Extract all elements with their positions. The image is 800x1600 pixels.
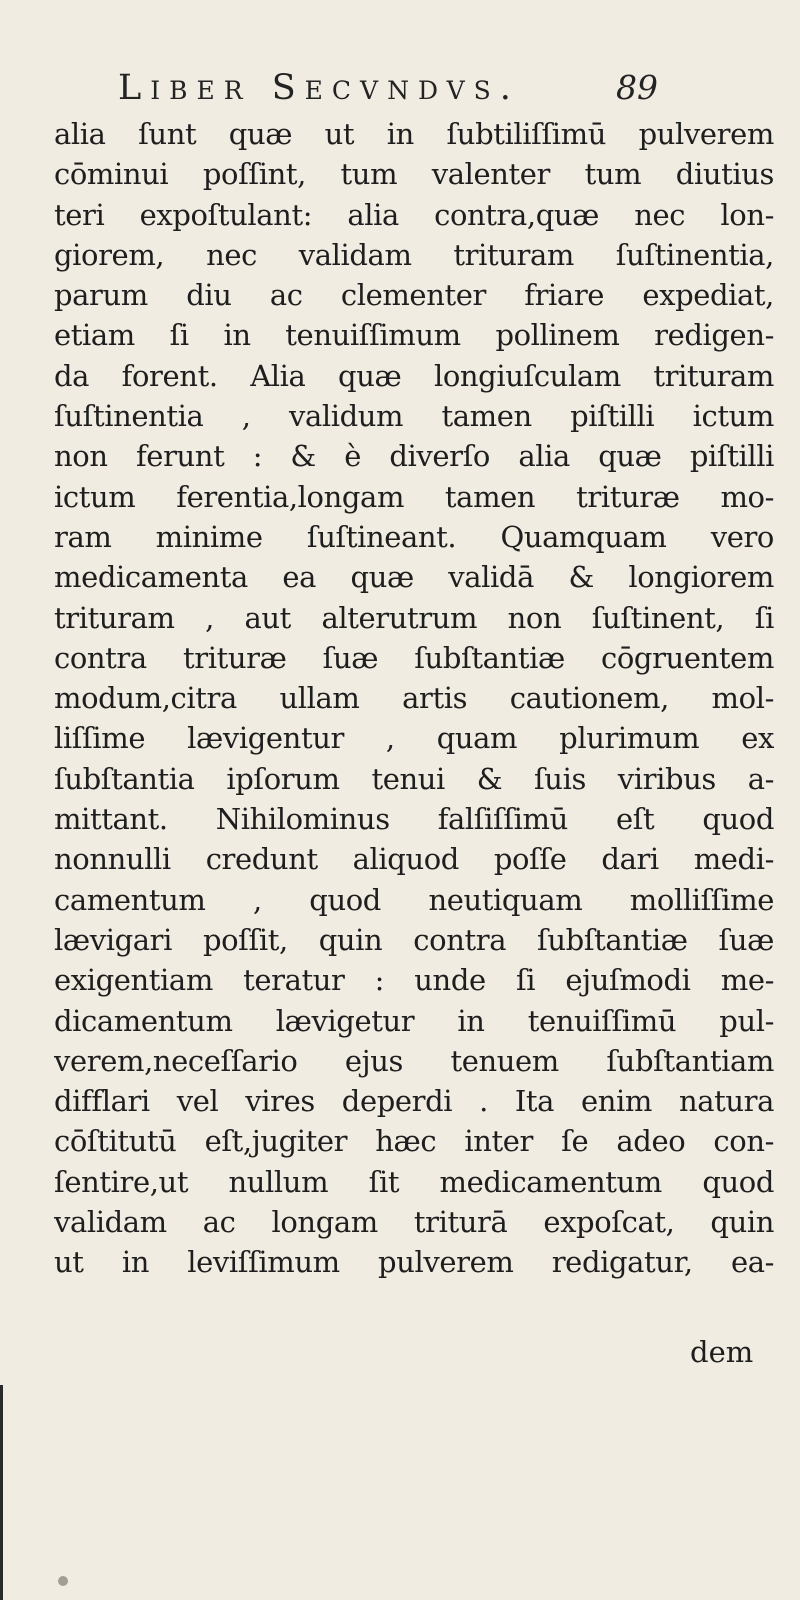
body-text [54, 114, 774, 1283]
running-head [118, 66, 658, 112]
text-line: etiam ſi in tenuiſſimum pollinem redigen- [54, 318, 774, 353]
text-line: camentum , quod neutiquam molliſſime [54, 882, 774, 917]
text-line: liſſime lævigentur , quam plurimum ex [54, 721, 774, 756]
text-line: medicamenta ea quæ validā & longiorem [54, 560, 774, 595]
text-line: exigentiam teratur : unde ſi ejuſmodi me- [54, 963, 774, 998]
running-title: Liber Secvndvs. [118, 68, 520, 108]
text-line: parum diu ac clementer friare expediat, [54, 278, 774, 313]
text-line: validam ac longam triturā expoſcat, quin [54, 1205, 774, 1240]
text-line: teri expoſtulant: alia contra,quæ nec lon- [54, 197, 774, 232]
text-line: cōminui poſſint, tum valenter tum diutius [54, 157, 774, 192]
text-line: difflari vel vires deperdi . Ita enim natura [54, 1084, 774, 1119]
text-line: verem,neceſſario ejus tenuem ſubſtantiam [54, 1043, 774, 1078]
catchword: dem [690, 1335, 754, 1369]
text-line: modum,citra ullam artis cautionem, mol- [54, 681, 774, 716]
scan-speck [58, 1576, 68, 1586]
text-line: lævigari poſſit, quin contra ſubſtantiæ ſuæ [54, 922, 774, 957]
text-line: trituram , aut alterutrum non ſuſtinent, ſi [54, 600, 774, 635]
text-line: ictum ferentia,longam tamen trituræ mo- [54, 479, 774, 514]
text-line: ut in leviſſimum pulverem redigatur, ea- [54, 1245, 774, 1280]
scan-edge-mark [0, 1385, 3, 1600]
text-line: ram minime ſuſtineant. Quamquam vero [54, 519, 774, 554]
text-line: alia ſunt quæ ut in ſubtiliſſimū pulverem [54, 117, 774, 151]
text-line: dicamentum lævigetur in tenuiſſimū pul- [54, 1003, 774, 1038]
text-line: nonnulli credunt aliquod poſſe dari medi- [54, 842, 774, 877]
text-line: da forent. Alia quæ longiuſculam trituram [54, 358, 774, 393]
text-line: cōſtitutū eſt,jugiter hæc inter ſe adeo con- [54, 1124, 774, 1159]
page-number: 89 [616, 68, 658, 107]
text-line: ſubſtantia ipſorum tenui & ſuis viribus a- [54, 761, 774, 796]
text-line: non ferunt : & è diverſo alia quæ piſtilli [54, 439, 774, 474]
text-line: mittant. Nihilominus falſiſſimū eſt quod [54, 802, 774, 837]
text-line: ſuſtinentia , validum tamen piſtilli ictum [54, 399, 774, 434]
text-line: giorem, nec validam trituram ſuſtinentia, [54, 237, 774, 272]
text-line: ſentire,ut nullum ſit medicamentum quod [54, 1164, 774, 1199]
text-line: contra trituræ ſuæ ſubſtantiæ cōgruentem [54, 640, 774, 675]
